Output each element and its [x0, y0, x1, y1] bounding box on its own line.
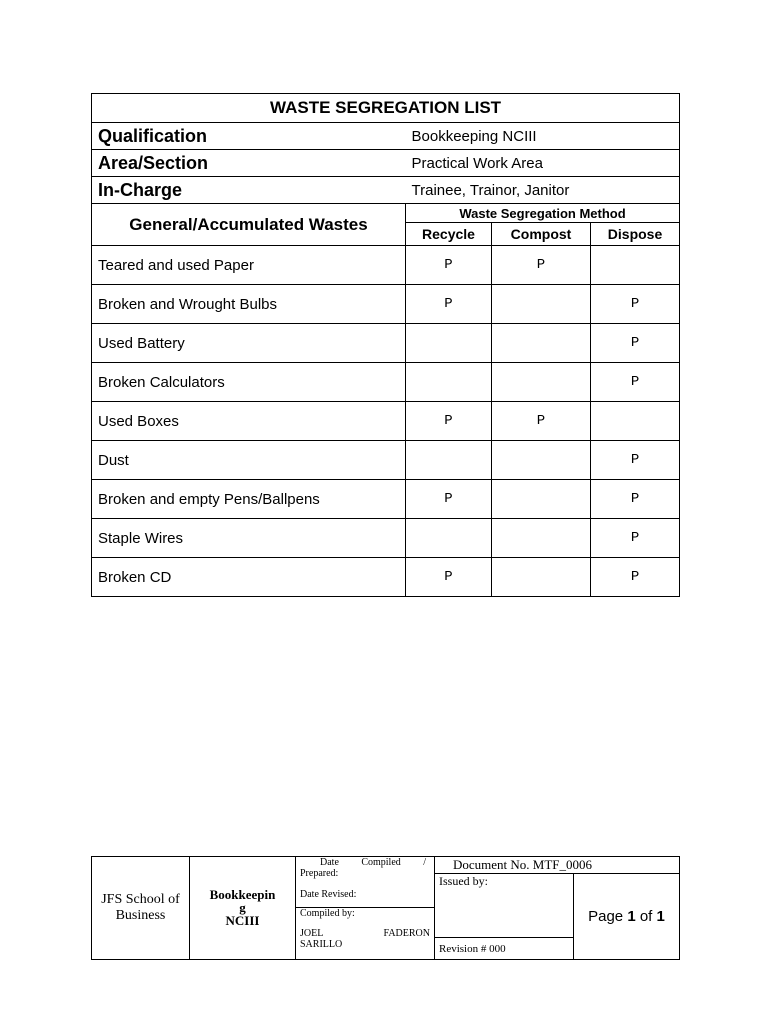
table-row [92, 519, 680, 558]
date-compiled-cell [296, 857, 435, 908]
recycle-mark [406, 324, 492, 363]
dispose-mark: P [591, 480, 680, 519]
compost-mark [492, 324, 591, 363]
waste-name: Teared and used Paper [92, 246, 406, 285]
compost-column-header: Compost [492, 223, 591, 246]
page-of: of [639, 908, 653, 925]
dispose-column-header: Dispose [591, 223, 680, 246]
header-row [92, 204, 680, 223]
prepared-label: Prepared: [300, 868, 339, 879]
waste-segregation-table [91, 93, 680, 597]
compost-mark [492, 285, 591, 324]
dispose-mark: P [591, 558, 680, 597]
issued-by: Issued by: [435, 874, 574, 938]
info-value: Trainee, Trainor, Janitor [406, 177, 680, 204]
table-row [92, 441, 680, 480]
info-row-area [92, 150, 680, 177]
recycle-mark: P [406, 402, 492, 441]
page-total: 1 [656, 908, 665, 925]
date-compiled-word: Date [320, 857, 339, 868]
recycle-mark: P [406, 246, 492, 285]
recycle-mark [406, 363, 492, 402]
school-name: JFS School of Business [92, 857, 190, 960]
recycle-mark: P [406, 480, 492, 519]
course-line: NCIII [225, 913, 260, 928]
table-row [92, 480, 680, 519]
page-indicator [574, 874, 680, 960]
compiler-word: SARILLO [300, 939, 343, 950]
dispose-mark: P [591, 441, 680, 480]
compiler-word: JOEL [300, 928, 324, 939]
document-title: WASTE SEGREGATION LIST [92, 94, 680, 123]
table-row [92, 363, 680, 402]
compost-mark [492, 480, 591, 519]
info-value: Bookkeeping NCIII [406, 123, 680, 150]
recycle-mark [406, 441, 492, 480]
recycle-mark [406, 519, 492, 558]
table-row [92, 285, 680, 324]
table-row [92, 402, 680, 441]
wastes-column-header: General/Accumulated Wastes [92, 204, 406, 246]
recycle-column-header: Recycle [406, 223, 492, 246]
dispose-mark: P [591, 324, 680, 363]
recycle-mark: P [406, 285, 492, 324]
page-word: Page [588, 908, 624, 925]
info-value: Practical Work Area [406, 150, 680, 177]
table-row [92, 558, 680, 597]
compost-mark [492, 558, 591, 597]
waste-name: Broken and empty Pens/Ballpens [92, 480, 406, 519]
date-revised-label: Date Revised: [300, 889, 357, 900]
course-name [190, 857, 296, 960]
table-row [92, 324, 680, 363]
compost-mark: P [492, 402, 591, 441]
course-line: Bookkeepin [209, 887, 276, 902]
compost-mark [492, 519, 591, 558]
dispose-mark [591, 402, 680, 441]
course-line: g [239, 900, 246, 915]
date-compiled-word: Compiled [361, 857, 401, 868]
waste-name: Broken CD [92, 558, 406, 597]
recycle-mark: P [406, 558, 492, 597]
dispose-mark: P [591, 285, 680, 324]
dispose-mark [591, 246, 680, 285]
info-label: Area/Section [92, 150, 406, 177]
waste-name: Staple Wires [92, 519, 406, 558]
waste-name: Dust [92, 441, 406, 480]
compost-mark [492, 363, 591, 402]
compost-mark [492, 441, 591, 480]
info-row-in-charge [92, 177, 680, 204]
document-footer [91, 856, 680, 960]
document-number: Document No. MTF_0006 [435, 857, 680, 874]
dispose-mark: P [591, 363, 680, 402]
revision-number: Revision # 000 [435, 938, 574, 960]
waste-name: Broken Calculators [92, 363, 406, 402]
table-row [92, 246, 680, 285]
waste-name: Broken and Wrought Bulbs [92, 285, 406, 324]
dispose-mark: P [591, 519, 680, 558]
compiled-by-label: Compiled by: [300, 908, 355, 919]
waste-name: Used Battery [92, 324, 406, 363]
compiler-word: FADERON [383, 928, 430, 939]
compiled-by-cell [296, 908, 435, 960]
info-label: Qualification [92, 123, 406, 150]
method-group-header: Waste Segregation Method [406, 204, 680, 223]
info-label: In-Charge [92, 177, 406, 204]
waste-name: Used Boxes [92, 402, 406, 441]
info-row-qualification [92, 123, 680, 150]
compost-mark: P [492, 246, 591, 285]
date-compiled-word: / [423, 857, 426, 868]
page-current: 1 [627, 908, 636, 925]
